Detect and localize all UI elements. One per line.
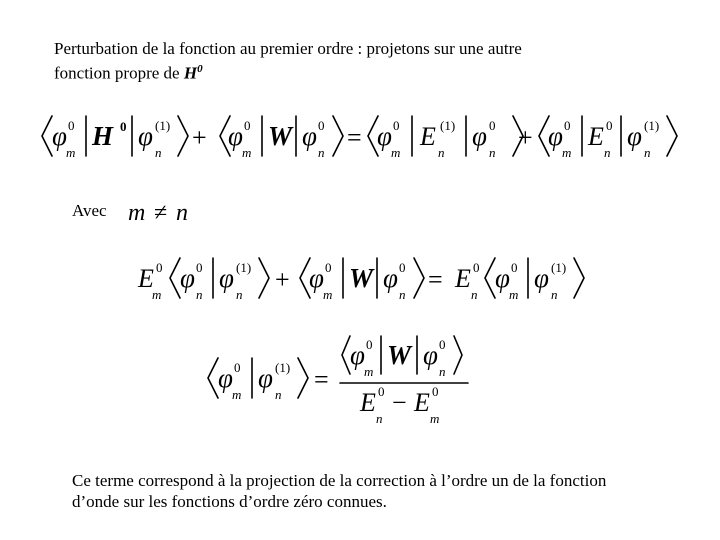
svg-text:0: 0 <box>366 337 373 352</box>
svg-text:n: n <box>376 411 383 426</box>
svg-text:φ: φ <box>472 121 487 151</box>
svg-text:φ: φ <box>258 363 273 393</box>
svg-text:0: 0 <box>325 260 332 275</box>
svg-text:(1): (1) <box>275 360 291 375</box>
svg-text:(1): (1) <box>155 118 171 133</box>
svg-text:m: m <box>391 145 401 160</box>
svg-text:n: n <box>604 145 611 160</box>
svg-text:0: 0 <box>489 118 496 133</box>
svg-text:0: 0 <box>156 260 163 275</box>
svg-text:n: n <box>318 145 325 160</box>
svg-text:φ: φ <box>219 263 234 293</box>
svg-text:0: 0 <box>196 260 203 275</box>
avec-label: Avec <box>72 201 107 220</box>
h0-operator: H <box>92 121 114 151</box>
svg-text:0: 0 <box>393 118 400 133</box>
svg-text:φ: φ <box>309 263 324 293</box>
svg-text:m: m <box>152 287 162 302</box>
svg-text:0: 0 <box>318 118 325 133</box>
phi-symbol: φ <box>52 121 67 151</box>
svg-text:φ: φ <box>377 121 392 151</box>
svg-text:0: 0 <box>244 118 251 133</box>
svg-text:n: n <box>236 287 243 302</box>
svg-text:0: 0 <box>68 118 75 133</box>
svg-text:n: n <box>155 145 162 160</box>
svg-text:=: = <box>428 265 443 294</box>
svg-text:E: E <box>138 264 154 293</box>
svg-text:0: 0 <box>234 360 241 375</box>
conclusion-line-2: d’onde sur les fonctions d’ordre zéro connues. <box>72 492 387 511</box>
svg-text:E: E <box>455 264 471 293</box>
svg-text:(1): (1) <box>551 260 567 275</box>
w-operator: W <box>268 121 293 151</box>
svg-text:m: m <box>364 364 374 379</box>
svg-text:W: W <box>387 340 412 370</box>
svg-text:m: m <box>562 145 572 160</box>
svg-text:0: 0 <box>399 260 406 275</box>
svg-text:φ: φ <box>138 121 153 151</box>
svg-text:m: m <box>509 287 519 302</box>
h0-symbol: H <box>183 63 198 83</box>
svg-text:0: 0 <box>378 384 385 399</box>
svg-text:m: m <box>232 387 242 402</box>
svg-text:n: n <box>644 145 651 160</box>
svg-text:m: m <box>323 287 333 302</box>
svg-text:n: n <box>439 364 446 379</box>
svg-text:n: n <box>399 287 406 302</box>
svg-text:E: E <box>414 388 430 417</box>
svg-text:=: = <box>347 123 362 152</box>
svg-text:E: E <box>360 388 376 417</box>
svg-text:m: m <box>66 145 76 160</box>
svg-text:E: E <box>588 122 604 151</box>
svg-text:φ: φ <box>228 121 243 151</box>
intro-line-2: fonction propre de $H^0$ <box>54 63 203 83</box>
svg-text:(1): (1) <box>644 118 660 133</box>
svg-text:φ: φ <box>302 121 317 151</box>
svg-text:n: n <box>196 287 203 302</box>
svg-text:(1): (1) <box>440 118 456 133</box>
svg-text:φ: φ <box>627 121 642 151</box>
svg-text:m: m <box>430 411 440 426</box>
svg-text:0: 0 <box>432 384 439 399</box>
svg-text:0: 0 <box>120 119 127 134</box>
svg-text:φ: φ <box>495 263 510 293</box>
svg-text:φ: φ <box>218 363 233 393</box>
svg-text:0: 0 <box>511 260 518 275</box>
neq-symbol: ≠ <box>154 200 168 226</box>
svg-text:0: 0 <box>439 337 446 352</box>
svg-text:+: + <box>192 123 207 152</box>
svg-text:n: n <box>551 287 558 302</box>
svg-text:0: 0 <box>564 118 571 133</box>
svg-text:+: + <box>275 265 290 294</box>
svg-text:W: W <box>349 263 374 293</box>
svg-text:−: − <box>392 388 407 417</box>
condition-n: n <box>176 200 188 226</box>
svg-text:+: + <box>518 123 533 152</box>
svg-text:φ: φ <box>350 340 365 370</box>
svg-text:(1): (1) <box>236 260 252 275</box>
intro-line-1: Perturbation de la fonction au premier ordre : projetons sur une autre <box>54 39 522 58</box>
svg-text:φ: φ <box>423 340 438 370</box>
svg-text:n: n <box>275 387 282 402</box>
svg-text:n: n <box>471 287 478 302</box>
svg-text:φ: φ <box>180 263 195 293</box>
svg-text:n: n <box>489 145 496 160</box>
conclusion-line-1: Ce terme correspond à la projection de la correction à l’ordre un de la fonction <box>72 471 607 490</box>
condition-m: m <box>128 200 146 226</box>
svg-text:n: n <box>438 145 445 160</box>
svg-text:m: m <box>242 145 252 160</box>
energy-symbol: E <box>420 122 436 151</box>
svg-text:0: 0 <box>473 260 480 275</box>
svg-text:0: 0 <box>606 118 613 133</box>
svg-text:φ: φ <box>383 263 398 293</box>
svg-text:=: = <box>314 365 329 394</box>
svg-text:φ: φ <box>534 263 549 293</box>
svg-text:φ: φ <box>548 121 563 151</box>
